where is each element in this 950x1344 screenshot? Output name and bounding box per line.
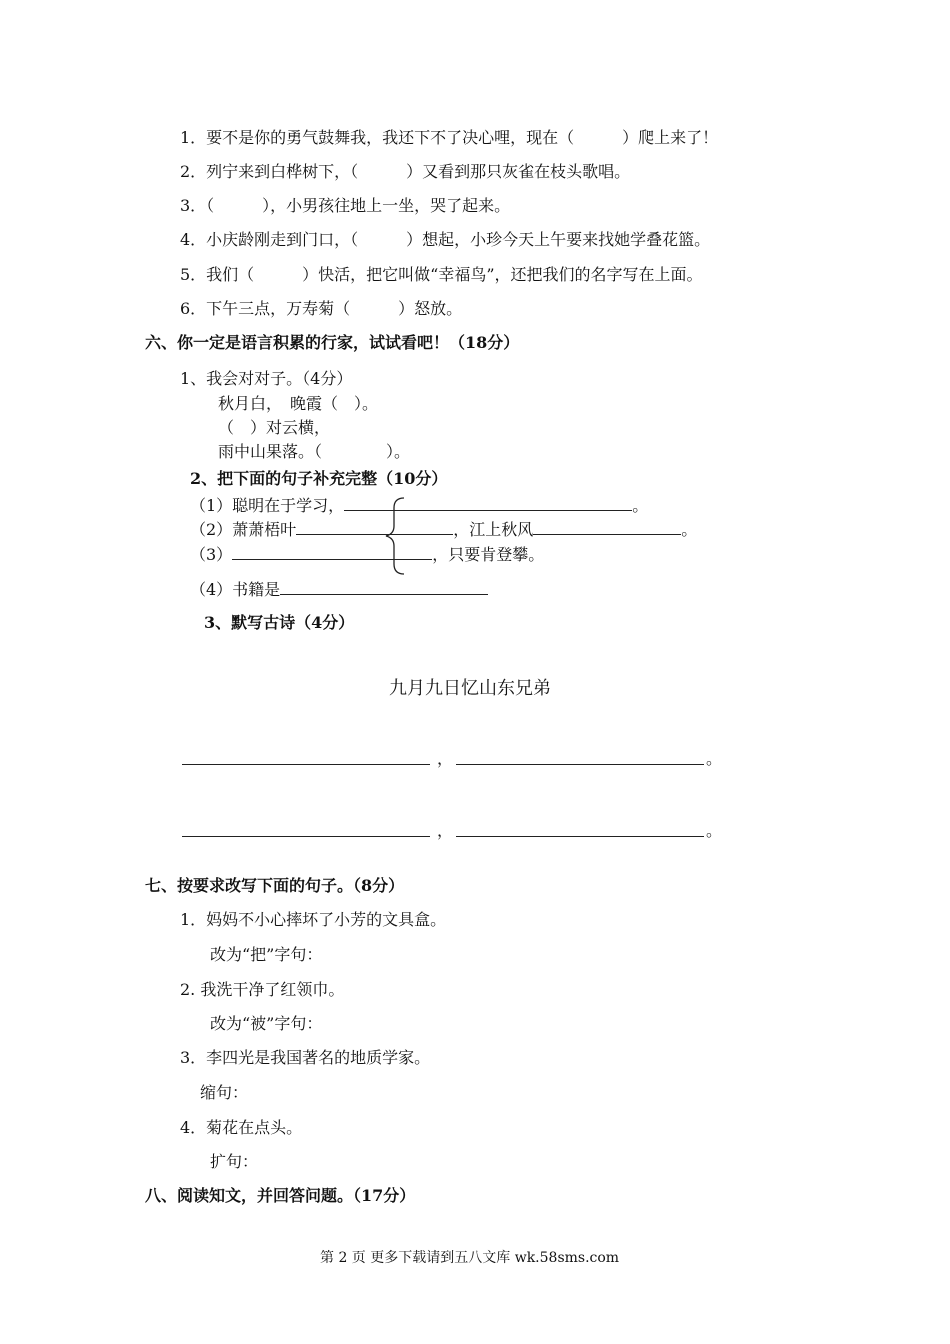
answer-blank[interactable] — [533, 518, 681, 535]
s6-q2-l3-end: ，只要肯登攀。 — [432, 545, 545, 564]
s7-q3-hint: 缩句： — [200, 1083, 249, 1102]
s6-q2-l1-end: 。 — [632, 496, 649, 515]
poem-line-2-comma: ， — [437, 821, 454, 840]
s6-q2-l3-text: （3） — [190, 545, 233, 564]
poem-line-2-blank-b[interactable] — [456, 836, 704, 837]
s6-q1-line-3: 雨中山果落。（ ）。 — [218, 442, 411, 461]
poem-line-1-comma: ， — [437, 749, 454, 768]
poem-line-1-blank-a[interactable] — [182, 764, 430, 765]
s6-q1-title: 1、我会对对子。（4分） — [180, 369, 353, 388]
s6-q2-line-4 — [190, 578, 488, 601]
s6-q2-line-3 — [190, 543, 544, 566]
s7-q3: 3．李四光是我国著名的地质学家。 — [180, 1048, 431, 1067]
page-footer: 第 2 页 更多下载请到五八文库 wk.58sms.com — [320, 1250, 620, 1266]
s6-q3-title: 3、默写古诗（4分） — [204, 613, 355, 632]
answer-blank[interactable] — [280, 578, 488, 595]
s6-q2-l2-end: 。 — [681, 520, 698, 539]
s6-q2-l1-text: （1）聪明在于学习， — [190, 496, 345, 515]
poem-line-2-blank-a[interactable] — [182, 836, 430, 837]
s7-q2: 2. 我洗干净了红领巾。 — [180, 980, 345, 999]
section-6-heading: 六、你一定是语言积累的行家，试试看吧！（18分） — [145, 333, 520, 352]
s7-q4-hint: 扩句： — [210, 1152, 259, 1171]
poem-title: 九月九日忆山东兄弟 — [389, 678, 551, 699]
s7-q1-hint: 改为“把”字句： — [210, 945, 323, 964]
s7-q1: 1．妈妈不小心摔坏了小芳的文具盒。 — [180, 910, 447, 929]
s6-q2-title: 2、把下面的句子补充完整（10分） — [190, 469, 448, 488]
section-8-heading: 八、阅读知文，并回答问题。（17分） — [145, 1186, 416, 1205]
brace-mark — [384, 496, 408, 576]
poem-line-1-blank-b[interactable] — [456, 764, 704, 765]
s6-q2-l4-text: （4）书籍是 — [190, 580, 281, 599]
s5-item-1: 1．要不是你的勇气鼓舞我，我还下不了决心哩，现在（ ）爬上来了！ — [180, 128, 719, 147]
s6-q2-l2-mid: ，江上秋风 — [453, 520, 534, 539]
section-7-heading: 七、按要求改写下面的句子。（8分） — [145, 876, 405, 895]
poem-line-1-period: 。 — [706, 749, 723, 768]
s7-q4: 4．菊花在点头。 — [180, 1118, 303, 1137]
s6-q1-line-1: 秋月白， 晚霞（ ）。 — [218, 394, 379, 413]
answer-blank[interactable] — [296, 518, 453, 535]
s6-q2-line-1 — [190, 494, 648, 517]
s7-q2-hint: 改为“被”字句： — [210, 1014, 323, 1033]
s5-item-4: 4．小庆龄刚走到门口，（ ）想起，小珍今天上午要来找她学叠花篮。 — [180, 230, 711, 249]
s5-item-5: 5．我们（ ）快活，把它叫做“幸福鸟”，还把我们的名字写在上面。 — [180, 265, 703, 284]
s6-q1-line-2: （ ）对云横， — [218, 418, 331, 437]
poem-line-2-period: 。 — [706, 821, 723, 840]
s6-q2-line-2 — [190, 518, 697, 541]
s5-item-2: 2．列宁来到白桦树下，（ ）又看到那只灰雀在枝头歌唱。 — [180, 162, 631, 181]
s5-item-3: 3．（ ），小男孩往地上一坐，哭了起来。 — [180, 196, 511, 215]
s6-q2-l2-text: （2）萧萧梧叶 — [190, 520, 297, 539]
s5-item-6: 6．下午三点，万寿菊（ ）怒放。 — [180, 299, 463, 318]
